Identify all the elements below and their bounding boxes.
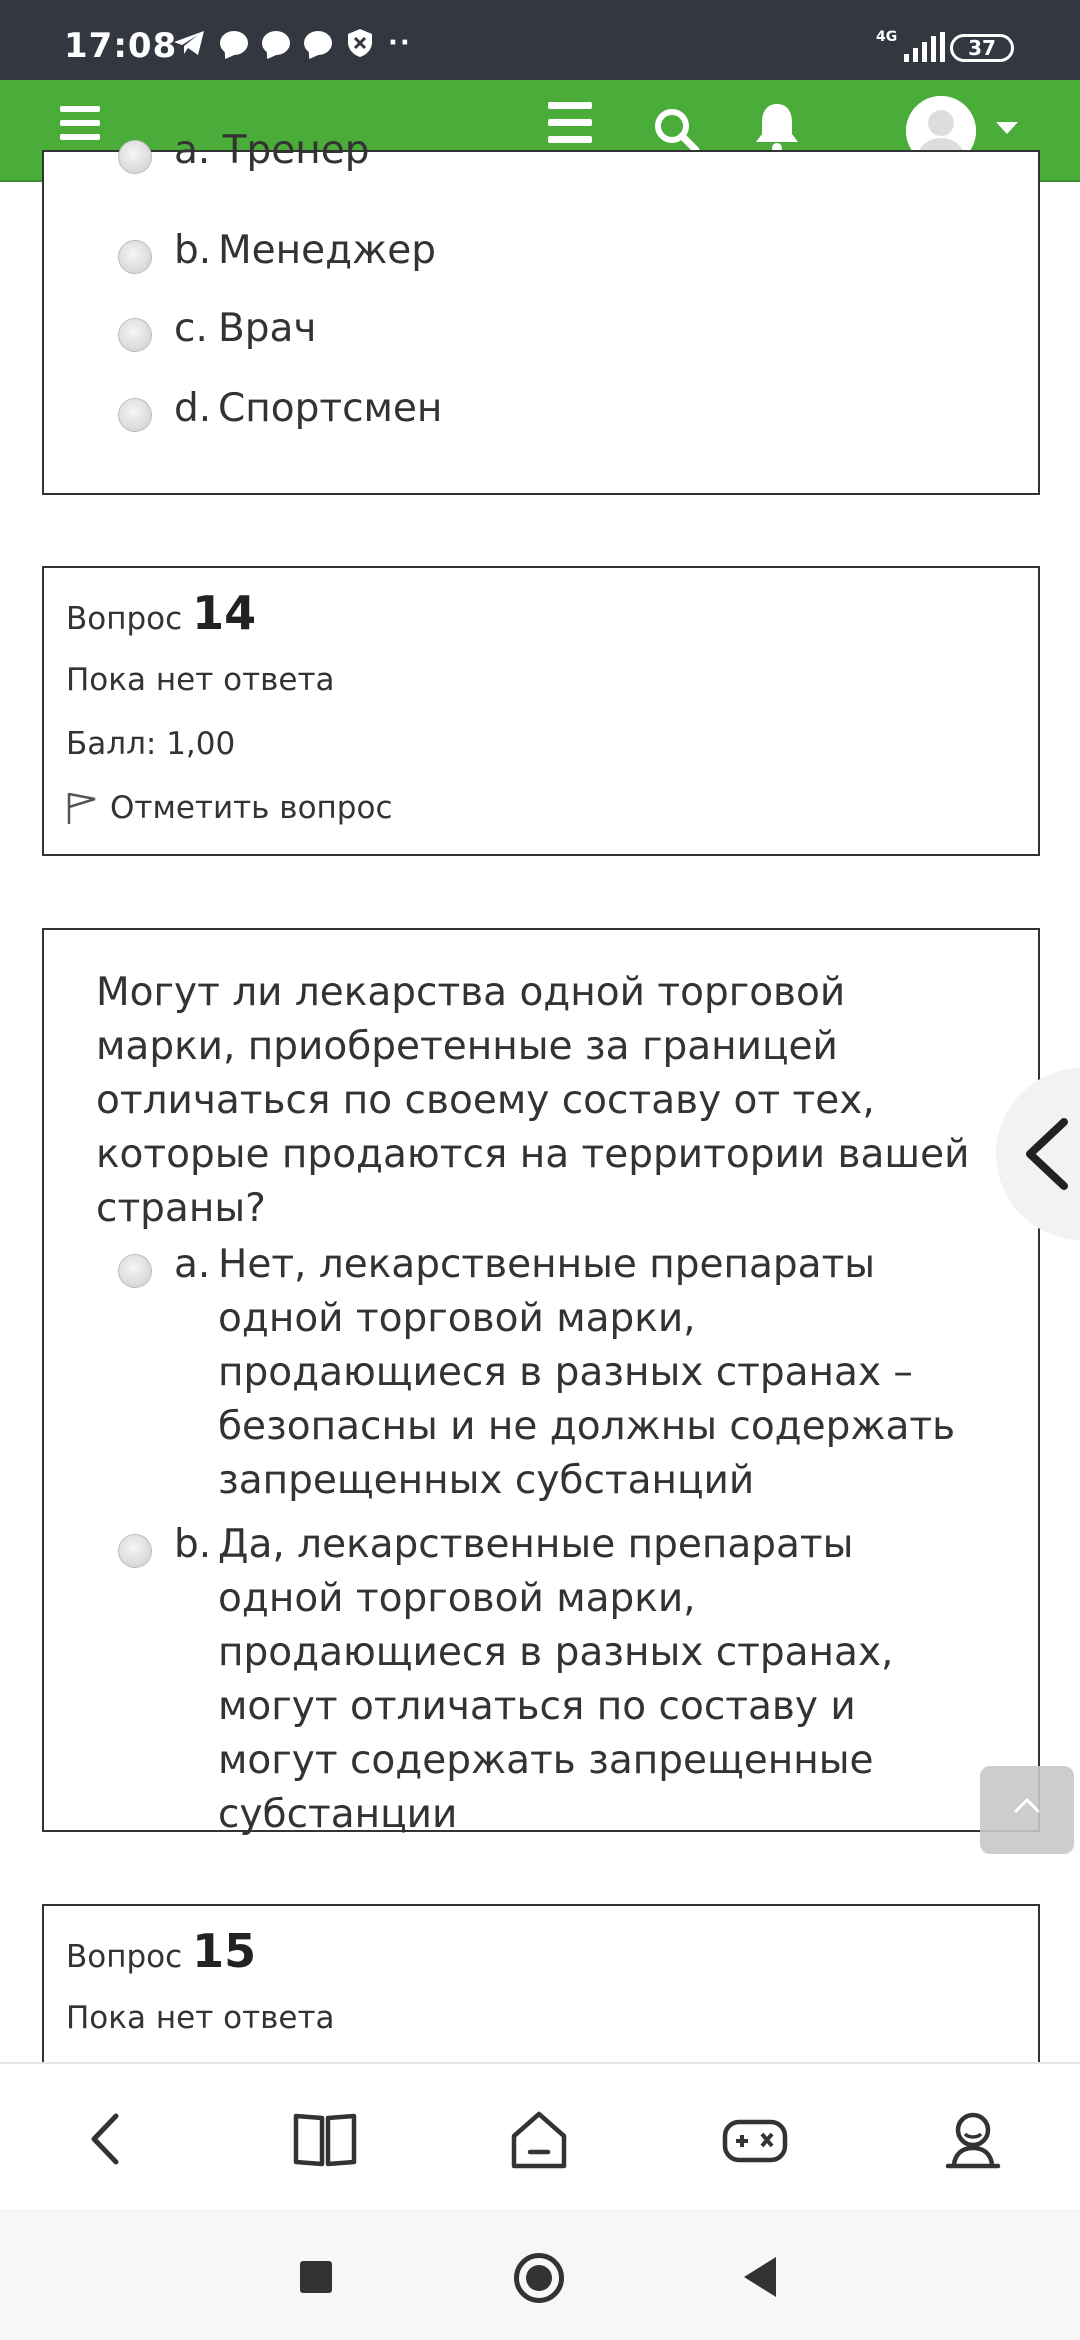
radio-button[interactable] [118, 240, 152, 274]
chat-icon [304, 31, 332, 55]
question-label [66, 1924, 256, 1978]
option-letter: b. [174, 228, 212, 273]
option-text: Нет, лекарственные препараты одной торговой марки, продающиеся в разных странах – безопасны и не должны содержать запрещенных субстанций [218, 1242, 956, 1503]
browser-toolbar [0, 2062, 1080, 2210]
radio-button[interactable] [118, 398, 152, 432]
status-time: 17:08 [64, 26, 178, 66]
battery-indicator: 37 [950, 34, 1014, 62]
chevron-up-icon [1012, 1796, 1042, 1816]
flag-icon [66, 791, 98, 825]
status-bar [0, 0, 1080, 80]
option-letter: c. [174, 306, 208, 351]
option-text: Да, лекарственные препараты одной торговой марки, продающиеся в разных странах, могут отличаться по составу и могут содержать запрещенные субстанции [218, 1522, 894, 1837]
question-status: Пока нет ответа [66, 2000, 335, 2036]
option-letter: d. [174, 386, 212, 431]
hamburger-icon[interactable] [60, 106, 100, 148]
home-button[interactable] [514, 2253, 564, 2303]
question-number: 14 [192, 586, 257, 640]
question-text: Могут ли лекарства одной торговой марки, приобретенные за границей отличаться по своему составу от тех, которые продаются на территории вашей страны? [96, 970, 970, 1231]
chevron-left-icon [1022, 1118, 1072, 1190]
answer-option[interactable] [118, 1518, 978, 1842]
answer-option[interactable] [118, 1238, 978, 1508]
radio-button[interactable] [118, 1254, 152, 1288]
telegram-icon [172, 29, 206, 57]
question-score: Балл: 1,00 [66, 726, 236, 762]
question-info-14 [42, 566, 1040, 856]
question-label [66, 586, 256, 640]
answer-option[interactable] [118, 124, 934, 178]
question-content-14 [42, 928, 1040, 1837]
notification-icons [172, 28, 412, 58]
flag-question-link[interactable] [66, 790, 393, 826]
radio-button[interactable] [118, 1534, 152, 1568]
more-icon: ·· [388, 28, 412, 58]
back-button[interactable] [744, 2257, 776, 2297]
recents-button[interactable] [300, 2261, 332, 2293]
shield-icon [346, 28, 374, 58]
answer-option[interactable] [118, 224, 978, 278]
gamepad-icon[interactable] [720, 2106, 790, 2172]
question-word: Вопрос [66, 1939, 183, 1975]
question-number: 15 [192, 1924, 257, 1978]
question-status: Пока нет ответа [66, 662, 335, 698]
option-text: Менеджер [218, 228, 436, 273]
home-icon[interactable] [504, 2106, 574, 2172]
question-card-13 [42, 128, 1040, 495]
chat-icon [262, 31, 290, 55]
profile-icon[interactable] [938, 2106, 1008, 2172]
system-nav-bar [0, 2210, 1080, 2340]
answer-option[interactable] [118, 382, 978, 436]
question-word: Вопрос [66, 601, 183, 637]
option-letter: a. [174, 1242, 211, 1287]
radio-button[interactable] [118, 140, 152, 174]
network-type: 4G [876, 29, 898, 45]
option-text: Врач [218, 306, 317, 351]
option-text: Спортсмен [218, 386, 443, 431]
chevron-down-icon[interactable] [996, 122, 1018, 134]
book-icon[interactable] [290, 2106, 360, 2172]
answer-option[interactable] [118, 302, 978, 356]
option-letter: b. [174, 1522, 212, 1567]
chat-icon [220, 31, 248, 55]
radio-button[interactable] [118, 318, 152, 352]
scroll-top-button[interactable] [980, 1766, 1074, 1854]
signal-icon [904, 32, 945, 62]
option-text: a. Тренер [174, 128, 370, 173]
flag-label: Отметить вопрос [110, 790, 393, 826]
back-icon[interactable] [72, 2106, 142, 2172]
